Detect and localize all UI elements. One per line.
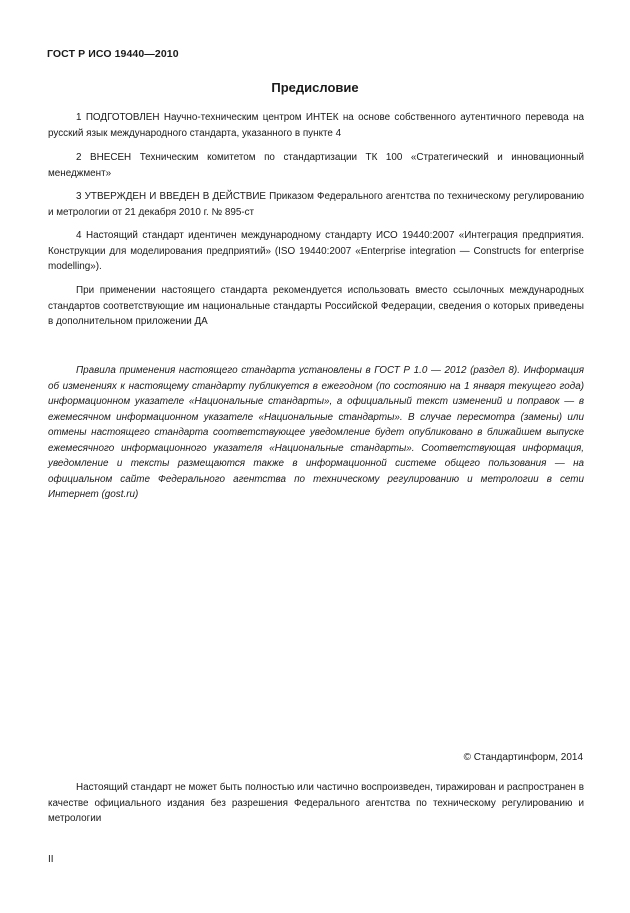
reproduction-restriction: Настоящий стандарт не может быть полностью или частично воспроизведен, тиражирован и распространен в качестве официального издания без разрешения Федерального агентства по техническому регулированию и метрологии — [48, 782, 584, 824]
page-number: II — [48, 854, 54, 865]
paragraph-identical-standard: 4 Настоящий стандарт идентичен международному стандарту ИСО 19440:2007 «Интеграция предприятия. Конструкции для моделирования предприятий» (ISO 19440:2007 «Enterprise integration — Constructs for enterprise modelling»). — [48, 230, 584, 272]
foreword-item-4 — [48, 228, 584, 275]
paragraph-references-note: При применении настоящего стандарта рекомендуется использовать вместо ссылочных международных стандартов соответствующие им национальные стандарты Российской Федерации, сведения о которых приведены в дополнительном приложении ДА — [48, 285, 584, 327]
foreword-item-1 — [48, 110, 584, 141]
foreword-item-2 — [48, 150, 584, 181]
paragraph-prepared-by: 1 ПОДГОТОВЛЕН Научно-техническим центром ИНТЕК на основе собственного аутентичного перевода на русский язык международного стандарта, указанного в пункте 4 — [48, 112, 584, 139]
paragraph-introduced-by: 2 ВНЕСЕН Техническим комитетом по стандартизации ТК 100 «Стратегический и инновационный менеджмент» — [48, 152, 584, 179]
copyright-line: © Стандартинформ, 2014 — [463, 752, 583, 763]
foreword-item-5 — [48, 283, 584, 330]
application-rules-notice: Правила применения настоящего стандарта установлены в ГОСТ Р 1.0 — 2012 (раздел 8). Информация об изменениях к настоящему стандарту публикуется в ежегодном (по состоянию на 1 января текущего года) информационном указателе «Национальные стандарты», а официальный текст изменений и поправок — в ежемесячном информационном указателе «Национальные стандарты». В случае пересмотра (замены) или отмены настоящего стандарта соответствующее уведомление будет опубликовано в ближайшем выпуске ежемесячного информационного указателя «Национальные стандарты». Соответствующая информация, уведомление и тексты размещаются также в информационной системе общего пользования — на официальном сайте Федерального агентства по техническому регулированию и метрологии в сети Интернет (gost.ru) — [48, 365, 584, 500]
document-code-header: ГОСТ Р ИСО 19440—2010 — [47, 48, 179, 60]
foreword-item-3 — [48, 189, 584, 220]
paragraph-approved: 3 УТВЕРЖДЕН И ВВЕДЕН В ДЕЙСТВИЕ Приказом Федерального агентства по техническому регулированию и метрологии от 21 декабря 2010 г. № 895-ст — [48, 191, 584, 218]
page-title: Предисловие — [271, 80, 359, 95]
